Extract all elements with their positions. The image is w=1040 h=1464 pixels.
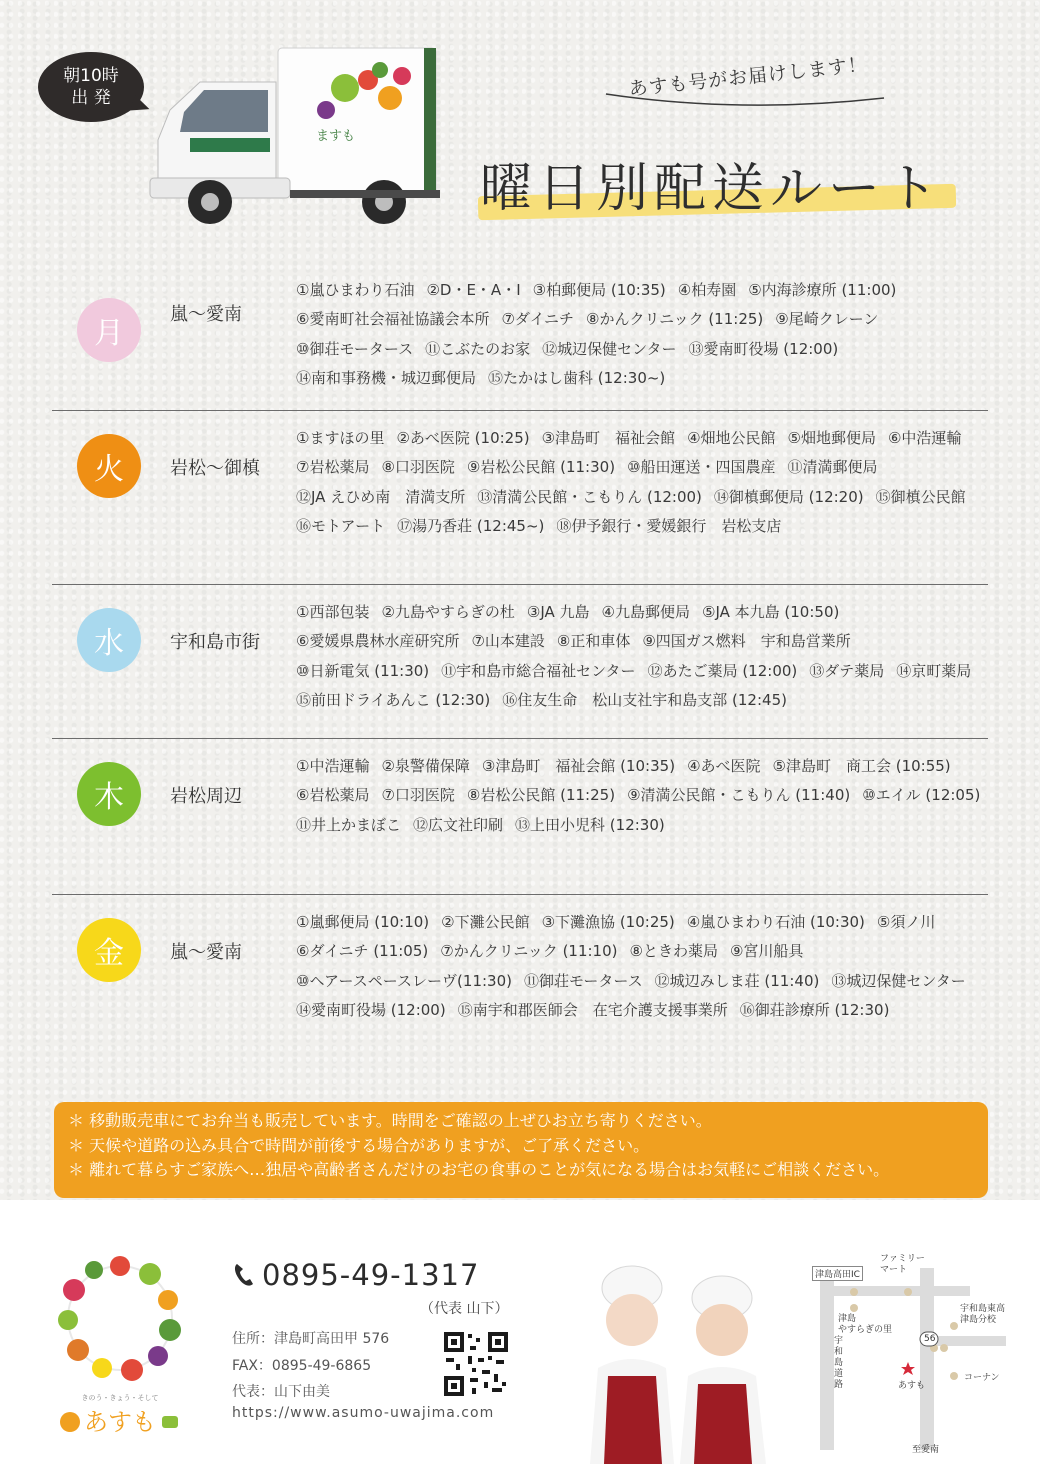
representative-note: （代表 山下） <box>420 1301 509 1317</box>
route-stop: ⑭南和事務機・城辺郵便局 <box>296 369 477 388</box>
route-stops <box>296 276 996 394</box>
route-stop: ⑫城辺みしま荘 (11:40) <box>654 971 820 990</box>
route-stop: ⑬愛南町役場 (12:00) <box>688 339 839 358</box>
notice-line: ＊ 離れて暮らすご家族へ…独居や高齢者さんだけのお宅の食事のことが気になる場合はお気軽にご相談ください。 <box>68 1160 890 1179</box>
route-stop: ⑥愛南町社会福祉協議会本所 <box>296 310 490 329</box>
route-stop: ⑪井上かまぼこ <box>296 815 402 834</box>
title-block <box>472 146 956 226</box>
staff-photo <box>570 1258 790 1464</box>
route-stop: ⑩エイル (12:05) <box>862 786 981 805</box>
phone-icon <box>232 1262 256 1288</box>
route-area: 嵐〜愛南 <box>170 304 242 325</box>
route-stop: ⑥中浩運輸 <box>887 429 962 447</box>
logo-text: あすも <box>84 1408 156 1436</box>
map-asumo-label: あすも <box>898 1381 926 1391</box>
route-stop: ③下灘漁協 (10:25) <box>541 913 675 931</box>
route-stop: ⑧かんクリニック (11:25) <box>586 310 764 329</box>
route-stop: ⑥岩松薬局 <box>296 786 370 805</box>
route-stop: ⑧ときわ薬局 <box>629 942 718 961</box>
map-ainan-label: 至愛南 <box>912 1445 940 1455</box>
truck-logo-text: ますも <box>316 129 356 144</box>
map-road-label: 宇和島道路 <box>834 1336 844 1390</box>
route-stop: ③津島町 福祉会館 (10:35) <box>481 757 676 775</box>
route-stop: ④柏寿園 <box>677 281 737 299</box>
route-stop: ⑭愛南町役場 (12:00) <box>296 1001 446 1020</box>
route-section <box>52 738 988 895</box>
route-stop: ⑱伊予銀行・愛媛銀行 岩松支店 <box>556 517 782 536</box>
route-stop: ⑦山本建設 <box>471 632 545 651</box>
route-stop: ④九島郵便局 <box>601 603 690 621</box>
route-stop: ⑪御荘モータース <box>523 971 643 990</box>
route-stop: ⑦ダイニチ <box>501 310 575 329</box>
route-stop: ⑩日新電気 (11:30) <box>296 661 430 680</box>
route-stop: ⑬上田小児科 (12:30) <box>515 815 665 834</box>
route-stop: ⑨宮川船具 <box>729 942 804 961</box>
map-ic-label: 津島高田IC <box>812 1266 863 1281</box>
route-stops <box>296 908 996 1026</box>
tagline-underline <box>600 84 890 124</box>
route-stop: ⑭御槙郵便局 (12:20) <box>713 487 864 506</box>
route-stop: ⑮南宇和郡医師会 在宅介護支援事業所 <box>457 1001 728 1020</box>
route-stop: ⑯御荘診療所 (12:30) <box>739 1001 890 1020</box>
route-stop: ⑮たかはし歯科 (12:30~) <box>488 369 666 388</box>
route-stop: ⑩御荘モータース <box>296 339 414 358</box>
tagline: あすも号がお届けします！ <box>627 53 869 101</box>
route-stop: ⑤須ノ川 <box>876 913 936 931</box>
route-stop: ⑨清満公民館・こもりん (11:40) <box>627 786 851 805</box>
notice-line: ＊ 移動販売車にてお弁当も販売しています。時間をご確認の上ぜひお立ち寄りください。 <box>68 1111 712 1130</box>
route-stops <box>296 424 996 542</box>
representative: 代表：山下由美 <box>232 1384 330 1400</box>
route-area: 嵐〜愛南 <box>170 942 242 963</box>
route-stop: ⑫あたご薬局 (12:00) <box>647 661 798 680</box>
route-stop: ④あべ医院 <box>687 757 761 775</box>
route-section <box>52 894 988 1074</box>
phone-number[interactable] <box>232 1258 479 1292</box>
route-stop: ③JA 九島 <box>526 603 590 621</box>
route-stop: ③柏郵便局 (10:35) <box>532 281 666 299</box>
departure-bubble <box>38 52 144 122</box>
qr-code[interactable] <box>442 1330 510 1398</box>
route-stop: ⑫城辺保健センター <box>542 339 677 358</box>
delivery-truck-image <box>140 40 450 240</box>
map-yasuragi-label: 津島 やすらぎの里 <box>838 1314 893 1335</box>
route-stop: ⑬清満公民館・こもりん (12:00) <box>477 487 702 506</box>
page-title: 曜日別配送ルート <box>480 159 945 219</box>
map-familymart-label: ファミリー マート <box>880 1254 925 1275</box>
route-stop: ⑯住友生命 松山支社宇和島支部 (12:45) <box>502 691 787 710</box>
route-stop: ②九島やすらぎの杜 <box>381 603 515 621</box>
route-stop: ①中浩運輸 <box>296 757 370 775</box>
route-stop: ⑤JA 本九島 (10:50) <box>702 603 840 621</box>
route-stop: ⑨尾崎クレーン <box>775 310 879 329</box>
day-badge: 木 <box>77 762 141 826</box>
route-stop: ⑩ヘアースペースレーヴ(11:30) <box>296 971 512 990</box>
route-stops <box>296 598 996 716</box>
route-stop: ⑮御槙公民館 <box>875 487 966 506</box>
route-stop: ⑧正和車体 <box>556 632 631 651</box>
route-stop: ⑨四国ガス燃料 宇和島営業所 <box>642 632 851 651</box>
route-stop: ⑬城辺保健センター <box>831 971 966 990</box>
route-stop: ⑪こぶたのお家 <box>425 339 531 358</box>
route-stop: ⑪清満郵便局 <box>787 458 878 477</box>
route-stop: ②あべ医院 (10:25) <box>396 429 530 447</box>
notice-box <box>54 1102 988 1198</box>
route-section <box>52 266 988 411</box>
route-stop: ②下灘公民館 <box>441 913 530 931</box>
route-stop: ⑥ダイニチ (11:05) <box>296 942 429 961</box>
route-stop: ⑫広文社印刷 <box>413 815 504 834</box>
route-stop: ⑦岩松薬局 <box>296 458 370 477</box>
route-stop: ⑨岩松公民館 (11:30) <box>466 458 616 477</box>
route-stop: ⑧口羽医院 <box>381 458 455 477</box>
route-stop: ⑤内海診療所 (11:00) <box>748 281 897 299</box>
website-url[interactable]: https://www.asumo-uwajima.com <box>232 1405 495 1421</box>
route-stop: ④畑地公民館 <box>687 429 776 447</box>
route-area: 宇和島市街 <box>170 632 260 653</box>
route-stop: ⑬ダテ薬局 <box>809 661 885 680</box>
route-stop: ①嵐郵便局 (10:10) <box>296 913 430 931</box>
route-area: 岩松周辺 <box>170 786 242 807</box>
route-stop: ⑥愛媛県農林水産研究所 <box>296 632 460 651</box>
route-stop: ①ますほの里 <box>296 429 385 447</box>
route-stop: ⑤津島町 商工会 (10:55) <box>772 757 951 775</box>
route-stop: ⑦口羽医院 <box>381 786 455 805</box>
route-stop: ⑧岩松公民館 (11:25) <box>466 786 616 805</box>
route-stop: ⑦かんクリニック (11:10) <box>440 942 618 961</box>
route-section <box>52 410 988 585</box>
route-area: 岩松〜御槙 <box>170 458 260 479</box>
route-section <box>52 584 988 739</box>
map-route-number: 56 <box>924 1334 936 1344</box>
route-stop: ⑭京町薬局 <box>896 661 972 680</box>
route-stop: ②D・E・A・I <box>426 281 521 299</box>
route-stop: ⑤畑地郵便局 <box>787 429 876 447</box>
day-badge: 火 <box>77 434 141 498</box>
map-school-label: 宇和島東高 津島分校 <box>960 1304 1006 1325</box>
day-badge: 水 <box>77 608 141 672</box>
route-stop: ⑮前田ドライあんこ (12:30) <box>296 691 491 710</box>
day-badge: 月 <box>77 298 141 362</box>
address: 住所：津島町高田甲 576 <box>232 1331 390 1347</box>
notice-line: ＊ 天候や道路の込み具合で時間が前後する場合がありますが、ご了承ください。 <box>68 1135 650 1155</box>
route-stop: ⑰湯乃香荘 (12:45~) <box>397 517 545 536</box>
logo-tagline: きのう・きょう・そして <box>81 1394 159 1402</box>
route-stop: ⑯モトアート <box>296 517 386 536</box>
route-stop: ①西部包装 <box>296 603 370 621</box>
vegetable-wreath-icon <box>58 1256 181 1381</box>
route-stop: ②泉警備保障 <box>381 757 470 775</box>
day-badge: 金 <box>77 918 141 982</box>
route-stop: ⑩船田運送・四国農産 <box>627 458 776 477</box>
route-stop: ⑪宇和島市総合福祉センター <box>441 661 636 680</box>
map-konan-label: コーナン <box>964 1373 1000 1383</box>
route-stops <box>296 752 996 840</box>
route-stop: ⑫JA えひめ南 清満支所 <box>296 487 466 506</box>
phone-text: 0895-49-1317 <box>262 1258 480 1292</box>
access-map <box>800 1248 1006 1458</box>
fax: FAX：0895-49-6865 <box>232 1358 372 1374</box>
asumo-logo <box>54 1250 186 1446</box>
route-stop: ④嵐ひまわり石油 (10:30) <box>686 913 865 931</box>
route-stop: ①嵐ひまわり石油 <box>296 281 415 299</box>
route-stop: ③津島町 福祉会館 <box>541 429 676 447</box>
bubble-line1: 朝10時 <box>63 66 119 86</box>
bubble-line2: 出 発 <box>71 88 111 108</box>
